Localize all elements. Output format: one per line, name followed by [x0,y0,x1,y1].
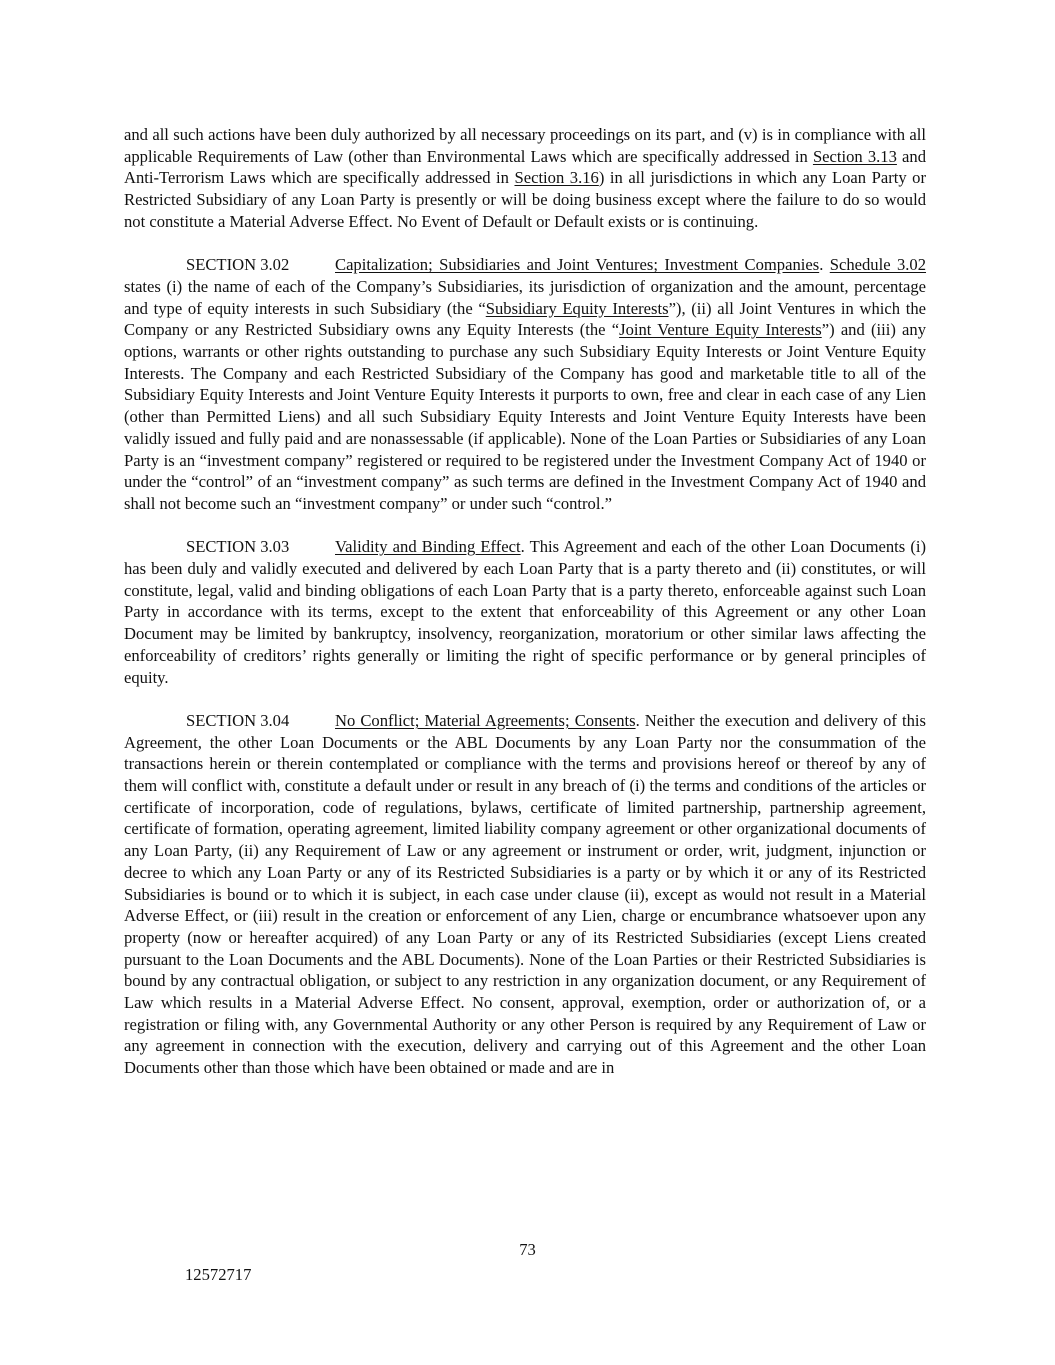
schedule-reference: Schedule 3.02 [829,255,927,275]
section-number: SECTION 3.03 [186,537,290,557]
section-title: No Conflict; Material Agreements; Consents [335,710,636,730]
section-number: SECTION 3.02 [186,255,290,275]
document-body [124,124,926,1101]
document-id: 12572717 [185,1265,252,1284]
section-title: Capitalization; Subsidiaries and Joint Ventures; Investment Companies [335,255,820,275]
paragraph-continued: and all such actions have been duly authorized by all necessary proceedings on its part, and (v) is in compliance with all applicable Requirements of Law (other than Environmental Laws which are specifically addressed in Section 3.13 and Anti-Terrorism Laws which are specifically addressed in Section 3.16) in all jurisdictions in which any Loan Party or Restricted Subsidiary of any Loan Party is presently or will be doing business except where the failure to do so would not constitute a Material Adverse Effect. No Event of Default or Default exists or is continuing. [124,125,927,231]
defined-term-joint-venture-equity-interests: Joint Venture Equity Interests [619,320,822,340]
page-number: 73 [519,1240,536,1259]
section-number: SECTION 3.04 [186,710,290,730]
cross-reference-section-3-16: Section 3.16 [514,168,599,188]
section-3-02: SECTION 3.02 Capitalization; Subsidiaries and Joint Ventures; Investment Companies. Schedule 3.02 states (i) the name of each of the Company’s Subsidiaries, its jurisdiction of organization and the amount, percentage and type of equity interests in such Subsidiary (the “Subsidiary Equity Interests”), (ii) all Joint Ventures in which the Company or any Restricted Subsidiary owns any Equity Interests (the “Joint Venture Equity Interests”) and (iii) any options, warrants or other rights outstanding to purchase any such Subsidiary Equity Interests or Joint Venture Equity Interests. The Company and each Restricted Subsidiary of the Company has good and marketable title to all of the Subsidiary Equity Interests and Joint Venture Equity Interests it purports to own, free and clear in each case of any Lien (other than Permitted Liens) and all such Subsidiary Equity Interests and Joint Venture Equity Interests have been validly issued and fully paid and are nonassessable (if applicable). None of the Loan Parties or Subsidiaries of any Loan Party is an “investment company” registered or required to be registered under the Investment Company Act of 1940 or under the “control” of an “investment company” as such terms are defined in the Investment Company Act of 1940 and shall not become such an “investment company” or under such “control.” [124,255,927,513]
cross-reference-section-3-13: Section 3.13 [812,146,897,166]
section-3-04: SECTION 3.04 No Conflict; Material Agreements; Consents. Neither the execution and delivery of this Agreement, the other Loan Documents or the ABL Documents by any Loan Party nor the consummation of the transactions herein or therein contemplated or compliance with the terms and provisions hereof or thereof by any of them will conflict with, constitute a default under or result in any breach of (i) the terms and conditions of the articles or certificate of incorporation, code of regulations, bylaws, certificate of limited partnership, partnership agreement, certificate of formation, operating agreement, limited liability company agreement or other organizational documents of any Loan Party, (ii) any Requirement of Law or any agreement or instrument or order, writ, judgment, injunction or decree to which any Loan Party or any of its Restricted Subsidiaries is a party or by which it or any of its Restricted Subsidiaries is bound or to which it is subject, in each case under clause (ii), except as would not result in a Material Adverse Effect, or (iii) result in the creation or enforcement of any Lien, charge or encumbrance whatsoever upon any property (now or hereafter acquired) of any Loan Party or any of its Restricted Subsidiaries (except Liens created pursuant to the Loan Documents and the ABL Documents). None of the Loan Parties or their Restricted Subsidiaries is bound by any contractual obligation, or subject to any restriction in any organization document, or any Requirement of Law which results in a Material Adverse Effect. No consent, approval, exemption, order or authorization of, or a registration or filing with, any Governmental Authority or any other Person is required by any Requirement of Law or any agreement in connection with the execution, delivery and carrying out of this Agreement and the other Loan Documents other than those which have been obtained or made and are in [124,710,926,1078]
section-title: Validity and Binding Effect [335,537,521,557]
section-3-03: SECTION 3.03 Validity and Binding Effect. This Agreement and each of the other Loan Documents (i) has been duly and validly executed and delivered by each Loan Party that is a party thereto and (ii) constitutes, or will constitute, legal, valid and binding obligations of each Loan Party that is a party thereto, enforceable against such Loan Party in accordance with its terms, except to the extent that enforceability of this Agreement or any other Loan Document may be limited by bankruptcy, insolvency, reorganization, moratorium or other similar laws affecting the enforceability of creditors’ rights generally or limiting the right of specific performance or by general principles of equity. [124,537,927,687]
defined-term-subsidiary-equity-interests: Subsidiary Equity Interests [485,298,669,318]
